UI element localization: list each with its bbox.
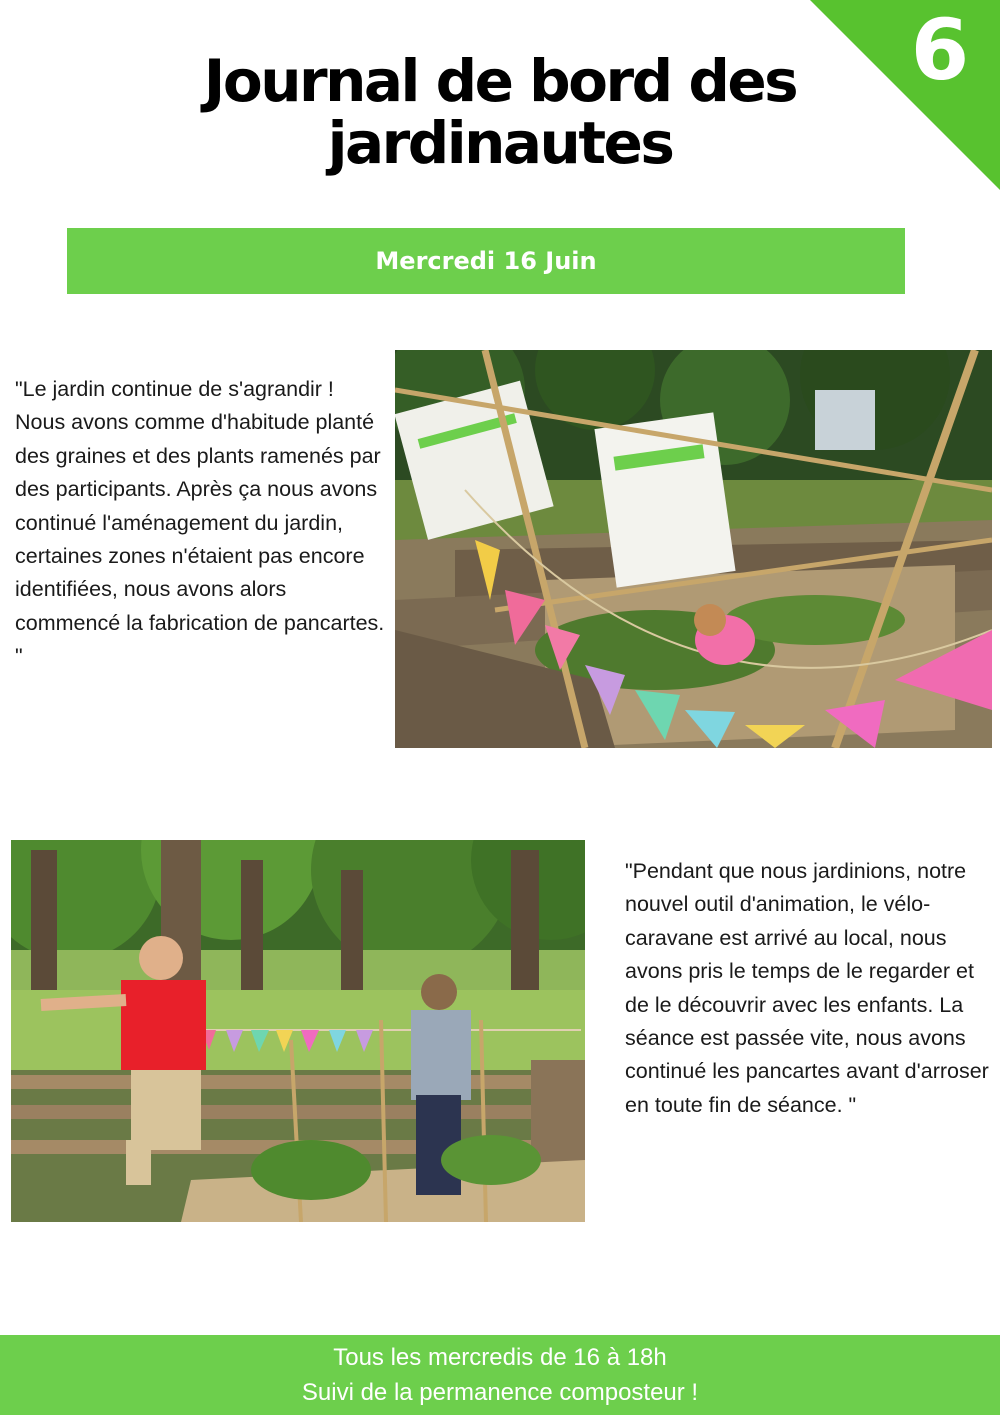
- footer-line-2: Suivi de la permanence composteur !: [301, 1379, 699, 1406]
- footer-line-1: Tous les mercredis de 16 à 18h: [333, 1344, 667, 1371]
- date-label: Mercredi 16 Juin: [375, 247, 597, 275]
- title-line-1: Journal de bord des: [203, 47, 797, 115]
- date-banner: [67, 228, 905, 294]
- paragraph-2: "Pendant que nous jardinions, notre nouvel outil d'animation, le vélo-caravane est arrivé au local, nous avons pris le temps de le regarder et de le découvrir avec les enfants. La séance est passée vite, nous avons continué les pancartes avant d'arroser en toute fin de séance. ": [625, 859, 989, 1117]
- footer-banner: [0, 1335, 1000, 1415]
- page-number: 6: [910, 1, 970, 99]
- page-title: [150, 47, 850, 177]
- paragraph-1: "Le jardin continue de s'agrandir ! Nous avons comme d'habitude planté des graines et des plants ramenés par des participants. Après ça nous avons continué l'aménagement du jardin, certaines zones n'étaient pas encore identifiées, nous avons alors commencé la fabrication de pancartes. ": [15, 377, 385, 669]
- garden-photo-2: [11, 840, 585, 1222]
- garden-photo-1: [395, 350, 992, 748]
- title-line-2: jardinautes: [327, 109, 673, 177]
